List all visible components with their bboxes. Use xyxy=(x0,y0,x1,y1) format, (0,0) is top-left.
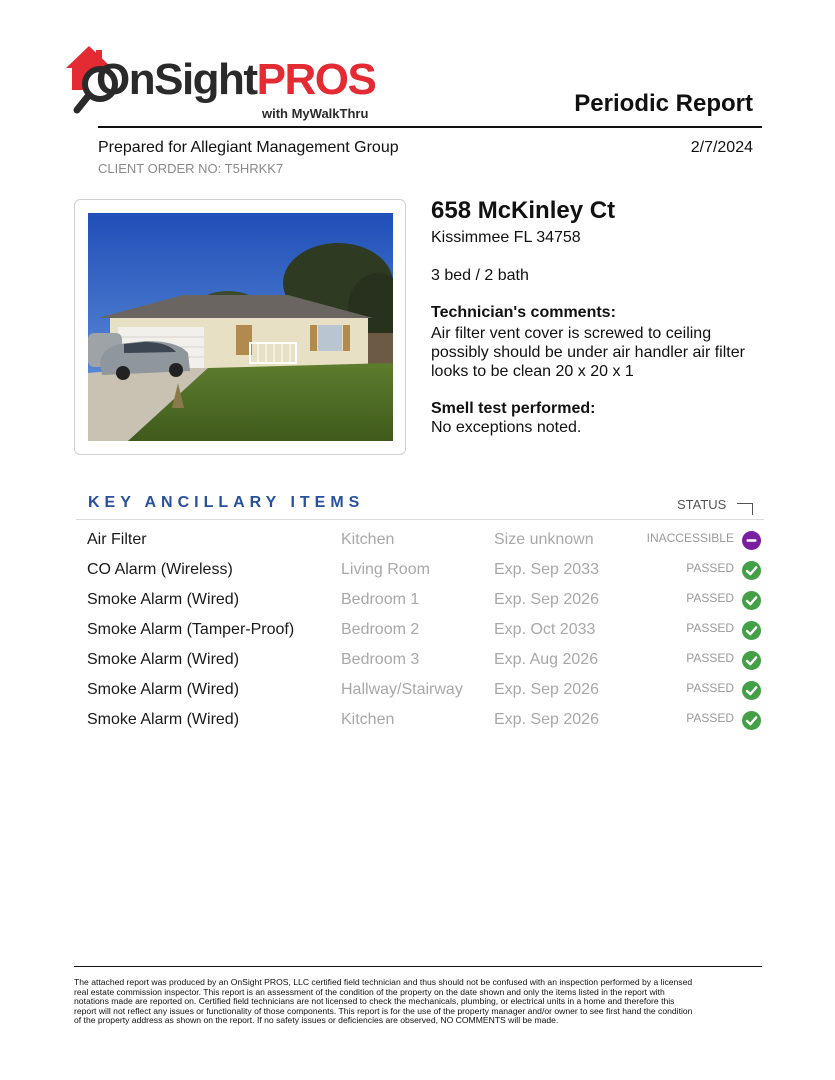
item-location: Kitchen xyxy=(341,711,395,728)
item-location: Bedroom 3 xyxy=(341,651,420,668)
disclaimer-line: of the property address as shown on the report. If no safety issues or deficiencies are observed, NO COMMENTS will be made. xyxy=(74,1015,559,1026)
prepared-for: Prepared for Allegiant Management Group xyxy=(98,139,399,156)
item-detail: Exp. Sep 2026 xyxy=(494,681,599,698)
item-row xyxy=(0,649,835,679)
item-status: INACCESSIBLE xyxy=(646,531,734,545)
check-circle-icon xyxy=(742,621,761,640)
item-location: Bedroom 1 xyxy=(341,591,420,608)
item-name: CO Alarm (Wireless) xyxy=(87,561,233,578)
item-detail: Exp. Sep 2026 xyxy=(494,591,599,608)
item-row xyxy=(0,559,835,589)
header-divider xyxy=(98,126,762,128)
item-name: Air Filter xyxy=(87,531,147,548)
check-circle-icon xyxy=(742,651,761,670)
item-detail: Exp. Oct 2033 xyxy=(494,621,596,638)
item-row xyxy=(0,589,835,619)
property-address: 658 McKinley Ct xyxy=(431,197,616,224)
item-status: PASSED xyxy=(686,591,734,605)
check-circle-icon xyxy=(742,711,761,730)
item-location: Bedroom 2 xyxy=(341,621,420,638)
technician-comment-line: possibly should be under air handler air filter xyxy=(431,344,745,361)
item-name: Smoke Alarm (Tamper-Proof) xyxy=(87,621,295,638)
item-detail: Exp. Aug 2026 xyxy=(494,651,599,668)
items-table-divider xyxy=(76,519,764,520)
check-circle-icon xyxy=(742,681,761,700)
item-row xyxy=(0,619,835,649)
brand-name-onsight: OnSight xyxy=(96,55,257,104)
item-detail: Size unknown xyxy=(494,531,594,548)
footer-divider xyxy=(74,966,762,967)
report-title: Periodic Report xyxy=(574,90,753,117)
technician-comments xyxy=(431,324,771,381)
report-date: 2/7/2024 xyxy=(690,139,753,156)
item-location: Hallway/Stairway xyxy=(341,681,463,698)
technician-comment-line: looks to be clean 20 x 20 x 1 xyxy=(431,363,634,380)
status-column-header: STATUS xyxy=(677,497,727,512)
item-status: PASSED xyxy=(686,561,734,575)
check-circle-icon xyxy=(742,561,761,580)
item-name: Smoke Alarm (Wired) xyxy=(87,711,240,728)
technician-comment-line: Air filter vent cover is screwed to ceiling xyxy=(431,325,712,342)
item-row xyxy=(0,529,835,559)
item-status: PASSED xyxy=(686,681,734,695)
item-status: PASSED xyxy=(686,621,734,635)
property-photo-frame xyxy=(74,199,406,455)
smell-test-result: No exceptions noted. xyxy=(431,419,582,436)
disclaimer-line: real estate commission inspector. This report is an assessment of the condition of the property on the date shown and only the items listed in the report with xyxy=(74,986,665,997)
brand-name-pros: PROS xyxy=(256,55,376,104)
disclaimer-line: report will not reflect any issues or functionality of those components. This report is for the use of the property manager and/or owner to see first hand the condition xyxy=(74,1005,693,1016)
disclaimer-line: notations made are reported on. Certified field technicians are not licensed to check the mechanicals, plumbing, or electrical units in a home and therefore this xyxy=(74,996,675,1007)
item-location: Kitchen xyxy=(341,531,395,548)
disclaimer xyxy=(74,978,764,1026)
item-name: Smoke Alarm (Wired) xyxy=(87,681,240,698)
check-circle-icon xyxy=(742,591,761,610)
brand-tagline: with MyWalkThru xyxy=(262,106,369,121)
client-order-number: CLIENT ORDER NO: T5HRKK7 xyxy=(98,161,284,176)
property-city-state-zip: Kissimmee FL 34758 xyxy=(431,229,581,246)
key-ancillary-items-title: KEY ANCILLARY ITEMS xyxy=(88,494,365,511)
item-location: Living Room xyxy=(341,561,430,578)
disclaimer-line: The attached report was produced by an OnSight PROS, LLC certified field technician and thus should not be confused with an inspection performed by a licensed xyxy=(74,977,693,987)
item-name: Smoke Alarm (Wired) xyxy=(87,591,240,608)
onsight-pros-logo xyxy=(66,44,376,124)
property-photo xyxy=(88,213,393,441)
item-row xyxy=(0,679,835,709)
item-status: PASSED xyxy=(686,711,734,725)
item-row xyxy=(0,709,835,739)
property-beds-baths: 3 bed / 2 bath xyxy=(431,267,529,284)
smell-test-heading: Smell test performed: xyxy=(431,400,596,417)
item-status: PASSED xyxy=(686,651,734,665)
item-detail: Exp. Sep 2026 xyxy=(494,711,599,728)
brand-wordmark xyxy=(96,55,376,104)
item-name: Smoke Alarm (Wired) xyxy=(87,651,240,668)
item-detail: Exp. Sep 2033 xyxy=(494,561,599,578)
status-corner-mark xyxy=(737,503,753,515)
technician-comments-heading: Technician's comments: xyxy=(431,304,616,321)
minus-circle-icon xyxy=(742,531,761,550)
